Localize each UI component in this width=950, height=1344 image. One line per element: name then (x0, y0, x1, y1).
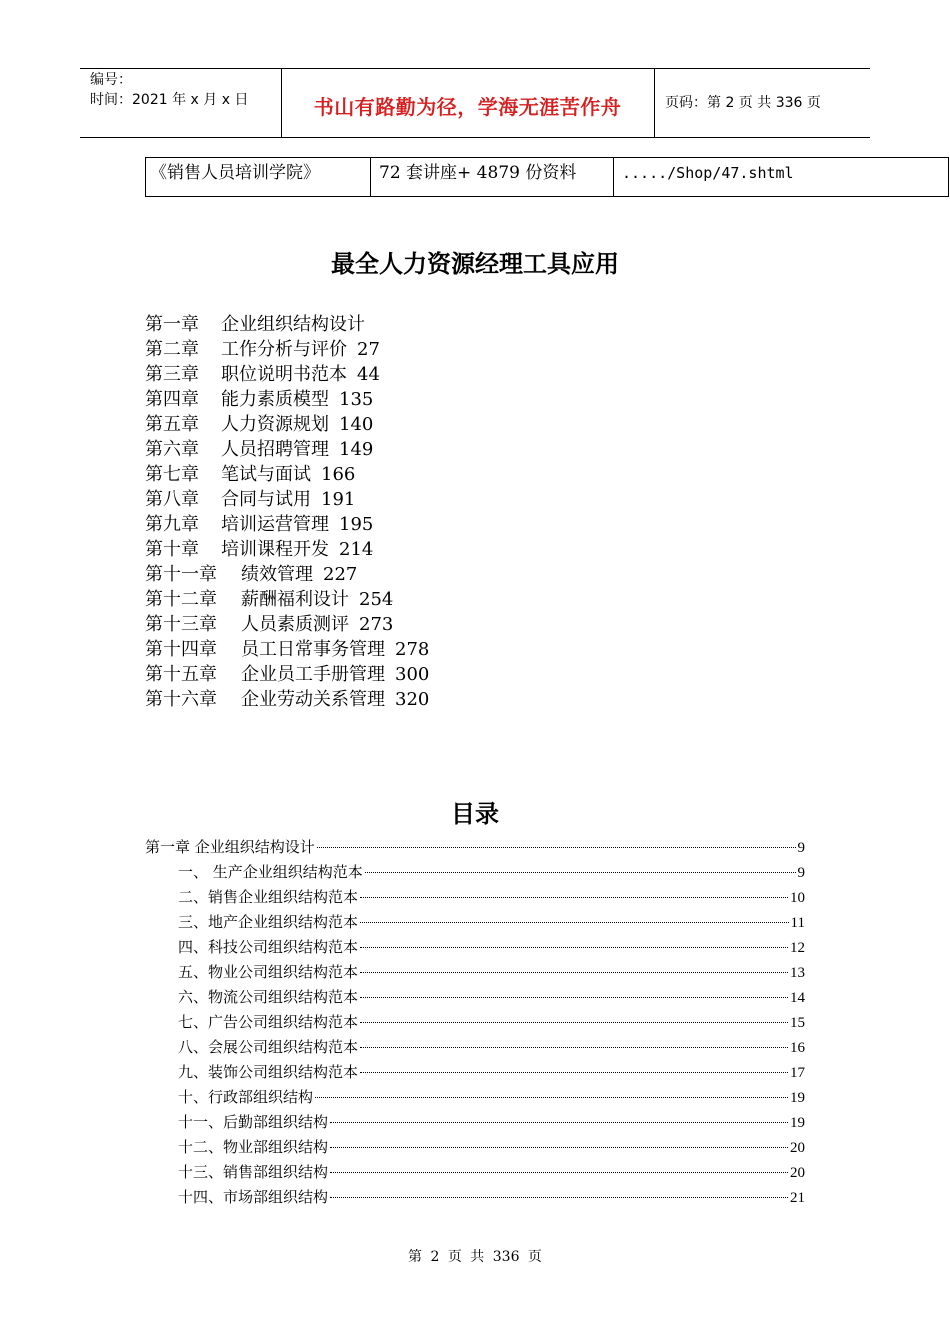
toc-entry-label: 十一、后勤部组织结构 (178, 1113, 329, 1131)
chapter-page: 27 (357, 339, 380, 360)
toc-entry-page: 9 (797, 865, 805, 881)
toc-entry-page: 14 (790, 990, 805, 1006)
chapter-title: 人力资源规划 (221, 414, 329, 435)
chapter-title: 培训课程开发 (221, 539, 329, 560)
toc-entry[interactable] (145, 910, 805, 935)
chapter-number: 第十二章 (145, 589, 217, 610)
toc-entry-label: 八、会展公司组织结构范本 (178, 1038, 359, 1056)
chapter-title: 合同与试用 (221, 489, 311, 510)
chapter-number: 第三章 (145, 364, 199, 385)
chapter-number: 第八章 (145, 489, 199, 510)
chapter-number: 第十四章 (145, 639, 217, 660)
toc-entry-label: 一、 生产企业组织结构范本 (178, 863, 363, 881)
toc-leader-dots (360, 1022, 788, 1023)
chapter-title: 培训运营管理 (221, 514, 329, 535)
toc-leader-dots (360, 997, 788, 998)
header-meta-cell (80, 69, 282, 137)
chapter-number: 第十一章 (145, 564, 217, 585)
toc-entry-label: 三、地产企业组织结构范本 (178, 913, 359, 931)
toc-entry-label: 十二、物业部组织结构 (178, 1138, 329, 1156)
chapter-page: 320 (395, 689, 430, 710)
toc-leader-dots (330, 1172, 788, 1173)
page-info: 页码：第 2 页 共 336 页 (665, 95, 821, 111)
motto: 书山有路勤为径，学海无涯苦作舟 (313, 95, 622, 119)
main-title: 最全人力资源经理工具应用 (331, 250, 619, 278)
chapter-number: 第十三章 (145, 614, 217, 635)
header-motto-cell (281, 69, 655, 137)
chapter-number: 第四章 (145, 389, 199, 410)
toc-entry-page: 19 (790, 1090, 805, 1106)
toc-leader-dots (360, 972, 788, 973)
toc-entry-label: 七、广告公司组织结构范本 (178, 1013, 359, 1031)
toc-entry-page: 19 (790, 1115, 805, 1131)
toc-entry-page: 20 (790, 1140, 805, 1156)
chapter-title: 能力素质模型 (221, 389, 329, 410)
chapter-number: 第一章 (145, 314, 199, 335)
toc-entry[interactable] (145, 960, 805, 985)
toc-entry[interactable] (145, 985, 805, 1010)
toc-entry-label: 四、科技公司组织结构范本 (178, 938, 359, 956)
chapter-title: 企业员工手册管理 (241, 664, 385, 685)
chapter-title: 人员招聘管理 (221, 439, 329, 460)
chapter-page: 140 (339, 414, 374, 435)
chapter-item (145, 337, 380, 362)
chapter-item (145, 562, 358, 587)
chapter-number: 第九章 (145, 514, 199, 535)
info-table-link[interactable]: ...../Shop/47.shtml (622, 164, 794, 182)
chapter-item (145, 587, 394, 612)
chapter-page: 273 (359, 614, 394, 635)
chapter-item (145, 487, 356, 512)
toc-entry[interactable] (145, 1010, 805, 1035)
info-table-resources: 72 套讲座+ 4879 份资料 (371, 158, 614, 196)
chapter-item (145, 662, 430, 687)
chapter-page: 278 (395, 639, 430, 660)
chapter-title: 员工日常事务管理 (241, 639, 385, 660)
toc-entry-label: 六、物流公司组织结构范本 (178, 988, 359, 1006)
toc-entry-page: 16 (790, 1040, 805, 1056)
chapter-item (145, 687, 430, 712)
toc-leader-dots (317, 847, 796, 848)
chapter-item (145, 387, 374, 412)
toc-entry[interactable] (145, 935, 805, 960)
chapter-number: 第二章 (145, 339, 199, 360)
chapter-title: 工作分析与评价 (221, 339, 347, 360)
time-label: 时间：2021 年 x 月 x 日 (90, 92, 249, 108)
toc-leader-dots (360, 1072, 788, 1073)
chapter-title: 笔试与面试 (221, 464, 311, 485)
chapter-item (145, 412, 374, 437)
toc-entry-page: 10 (790, 890, 805, 906)
toc-leader-dots (360, 947, 788, 948)
toc-entry-label: 十、行政部组织结构 (178, 1088, 314, 1106)
toc-entry[interactable] (145, 1085, 805, 1110)
chapter-title: 绩效管理 (241, 564, 313, 585)
toc-entry-page: 9 (797, 840, 805, 856)
document-header (80, 68, 870, 138)
chapter-page: 214 (339, 539, 374, 560)
toc-leader-dots (365, 872, 796, 873)
toc-entry[interactable] (145, 835, 805, 860)
toc-entry-label: 五、物业公司组织结构范本 (178, 963, 359, 981)
info-table (145, 157, 949, 197)
toc-entry-label: 十三、销售部组织结构 (178, 1163, 329, 1181)
chapter-page: 191 (321, 489, 356, 510)
toc-entry[interactable] (145, 1135, 805, 1160)
toc-leader-dots (315, 1097, 788, 1098)
chapter-page: 149 (339, 439, 374, 460)
chapter-number: 第五章 (145, 414, 199, 435)
chapter-item (145, 612, 394, 637)
toc-leader-dots (330, 1147, 788, 1148)
chapter-item (145, 462, 356, 487)
header-page-cell (655, 69, 870, 137)
toc-entry-page: 21 (790, 1190, 805, 1206)
chapter-item (145, 637, 430, 662)
toc-entry-page: 15 (790, 1015, 805, 1031)
toc-leader-dots (330, 1122, 788, 1123)
chapter-number: 第十章 (145, 539, 199, 560)
toc-entry[interactable] (145, 1185, 805, 1210)
toc-title: 目录 (451, 800, 499, 828)
chapter-page: 135 (339, 389, 374, 410)
chapter-title: 企业劳动关系管理 (241, 689, 385, 710)
chapter-title: 薪酬福利设计 (241, 589, 349, 610)
toc-entry-label: 十四、市场部组织结构 (178, 1188, 329, 1206)
toc-entry-page: 13 (790, 965, 805, 981)
toc-entry-page: 11 (790, 915, 805, 931)
toc-entry-label: 二、销售企业组织结构范本 (178, 888, 359, 906)
chapter-number: 第十五章 (145, 664, 217, 685)
chapter-page: 195 (339, 514, 374, 535)
chapter-number: 第十六章 (145, 689, 217, 710)
chapter-item (145, 362, 380, 387)
chapter-page: 44 (357, 364, 380, 385)
chapter-number: 第七章 (145, 464, 199, 485)
toc-entry[interactable] (145, 860, 805, 885)
chapter-number: 第六章 (145, 439, 199, 460)
chapter-page: 166 (321, 464, 356, 485)
toc-entry-page: 17 (790, 1065, 805, 1081)
toc-entry-label: 第一章 企业组织结构设计 (145, 838, 315, 856)
toc-entry[interactable] (145, 1110, 805, 1135)
toc-leader-dots (360, 1047, 788, 1048)
toc-entry[interactable] (145, 1160, 805, 1185)
toc-entry-label: 九、装饰公司组织结构范本 (178, 1063, 359, 1081)
info-table-course: 《销售人员培训学院》 (146, 158, 371, 196)
chapter-title: 人员素质测评 (241, 614, 349, 635)
toc-entry[interactable] (145, 1060, 805, 1085)
toc-entry[interactable] (145, 885, 805, 910)
chapter-item (145, 437, 374, 462)
number-label: 编号： (90, 72, 132, 88)
chapter-item (145, 512, 374, 537)
chapter-page: 254 (359, 589, 394, 610)
chapter-page: 227 (323, 564, 358, 585)
chapter-list (145, 312, 430, 712)
toc-entry-page: 12 (790, 940, 805, 956)
toc-entry-page: 20 (790, 1165, 805, 1181)
page-footer: 第 2 页 共 336 页 (408, 1249, 542, 1265)
table-of-contents (145, 835, 805, 1210)
chapter-item (145, 537, 374, 562)
chapter-title: 企业组织结构设计 (221, 314, 365, 335)
chapter-page: 300 (395, 664, 430, 685)
toc-leader-dots (360, 922, 789, 923)
toc-leader-dots (330, 1197, 788, 1198)
chapter-title: 职位说明书范本 (221, 364, 347, 385)
chapter-item (145, 312, 365, 337)
toc-entry[interactable] (145, 1035, 805, 1060)
toc-leader-dots (360, 897, 788, 898)
